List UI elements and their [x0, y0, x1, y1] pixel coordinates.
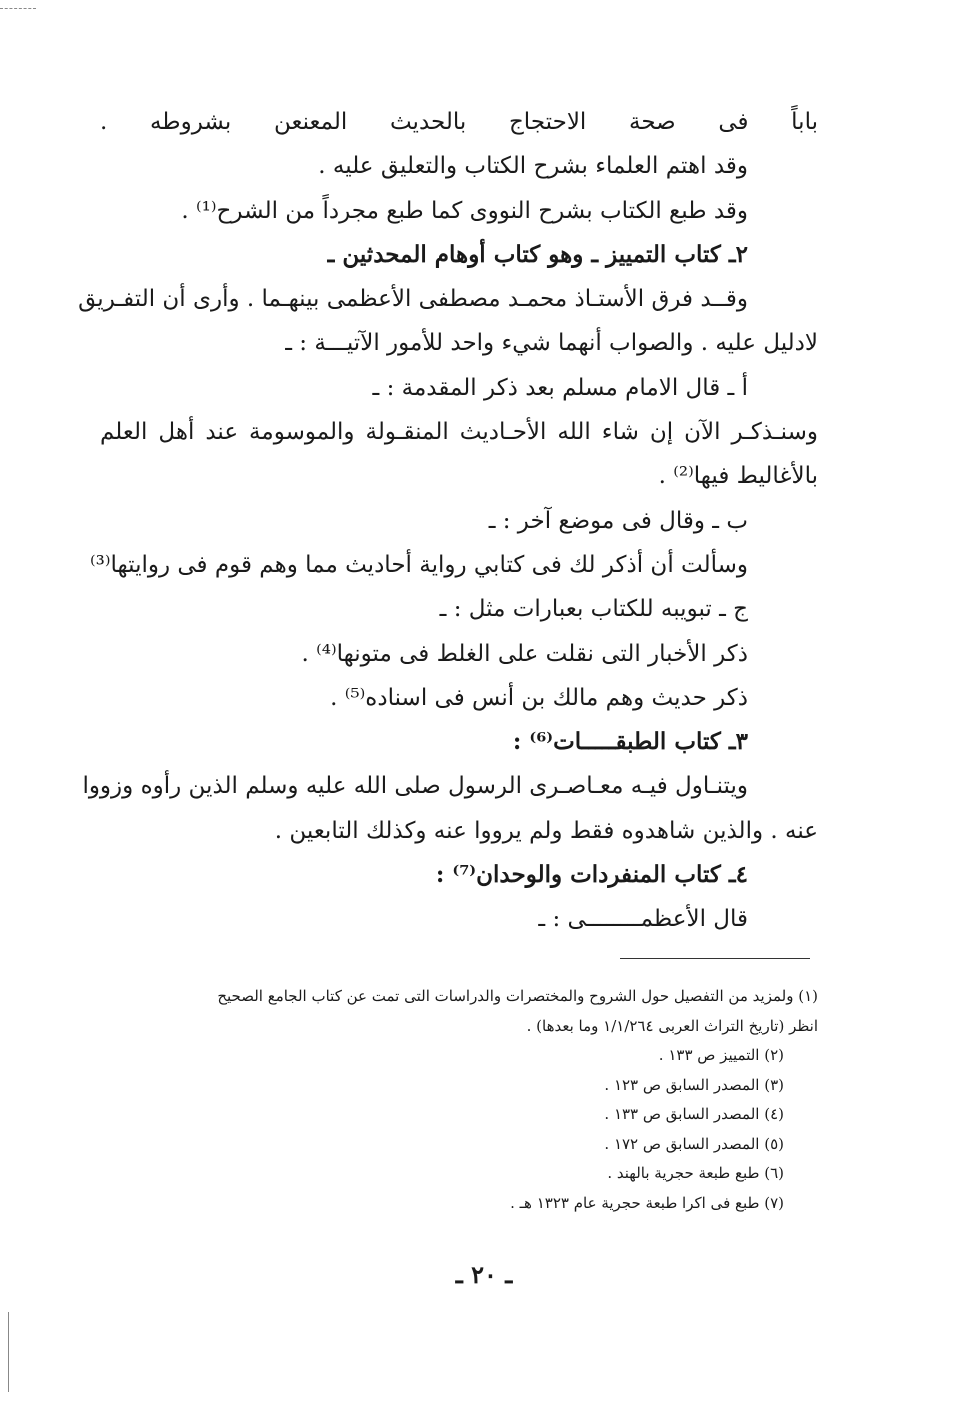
footnote-separator	[620, 958, 810, 959]
text-line: وقد طبع الكتاب بشرح النووى كما طبع مجرداً من الشرح⁽¹⁾ .	[181, 197, 748, 224]
text-line: قال الأعظمــــــــى : ـ	[538, 906, 748, 933]
footnote-line: (٣) المصدر السابق ص ١٢٣ .	[604, 1075, 784, 1094]
footnote-line: (٦) طبع طبعة حجرية بالهند .	[607, 1164, 784, 1182]
text-line: وسنـذكـر الآن إن شاء الله الأحـاديث المنقـولة والموسومة عند أهل العلم	[100, 419, 818, 446]
text-line: وقــد فرق الأستـاذ محمـد مصطفى الأعظمى بينهـما . وأرى أن التفـريق	[78, 286, 748, 313]
section-heading: ٤ـ كتاب المنفردات والوحدان⁽⁷⁾ :	[435, 861, 748, 889]
main-text	[78, 100, 818, 942]
page-number: ـ ٢٠ ـ	[455, 1260, 513, 1289]
section-heading: ٣ـ كتاب الطبقـــــات⁽⁶⁾ :	[512, 728, 748, 756]
text-line: أ ـ قال الامام مسلم بعد ذكر المقدمة : ـ	[372, 374, 748, 401]
footnotes	[100, 982, 818, 1218]
text-line: ب ـ وقال فى موضع آخر : ـ	[488, 507, 748, 534]
text-line: وسألت أن أذكر لك فى كتابي رواية أحاديث مما وهم قوم فى روايتها⁽³⁾	[89, 551, 748, 578]
section-heading: ٢ـ كتاب التمييز ـ وهو كتاب أوهام المحدثين ـ	[327, 240, 748, 268]
footnote-line: (٢) التمييز ص ١٣٣ .	[658, 1046, 784, 1064]
text-line: ج ـ تبويبه للكتاب بعبارات مثل : ـ	[439, 596, 748, 623]
text-line: ذكر حديث وهم مالك بن أنس فى اسناده⁽⁵⁾ .	[330, 684, 748, 711]
text-line: بالأغاليط فيها⁽²⁾ .	[658, 463, 818, 490]
text-line: وقد اهتم العلماء بشرح الكتاب والتعليق عليه .	[318, 153, 748, 180]
text-line: ويتنـاول فيـه معـاصـرى الرسول صلى الله عليه وسلم الذين رأوه وزووا	[82, 773, 748, 800]
footnote-line: (٧) طبع فى اكرا طبعة حجرية عام ١٣٢٣ هـ .	[510, 1193, 784, 1212]
text-line: لادليل عليه . والصواب أنهما شيء واحد للأمور الآتيـــة : ـ	[285, 330, 818, 357]
footnote-line: (١) ولمزيد من التفصيل حول الشروح والمختصرات والدراسات التى تمت عن كتاب الجامع الصحيح	[217, 987, 818, 1005]
footnote-line: (٤) المصدر السابق ص ١٣٣ .	[604, 1105, 784, 1123]
footnote-line: (٥) المصدر السابق ص ١٧٢ .	[604, 1134, 784, 1153]
scan-corner-mark	[0, 8, 36, 9]
footnote-line: انظر (تاريخ التراث العربى ١/١/٢٦٤ وما بعدها) .	[526, 1016, 818, 1035]
text-line: باباً فى صحة الاحتجاج بالحديث المعنعن بشروطه .	[100, 109, 818, 135]
scan-edge-line	[8, 1312, 9, 1392]
text-line: ذكر الأخبار التى نقلت على الغلط فى متونها⁽⁴⁾ .	[301, 640, 748, 667]
text-line: عنه . والذين شاهدوه فقط ولم يرووا عنه وكذلك التابعين .	[274, 817, 818, 844]
